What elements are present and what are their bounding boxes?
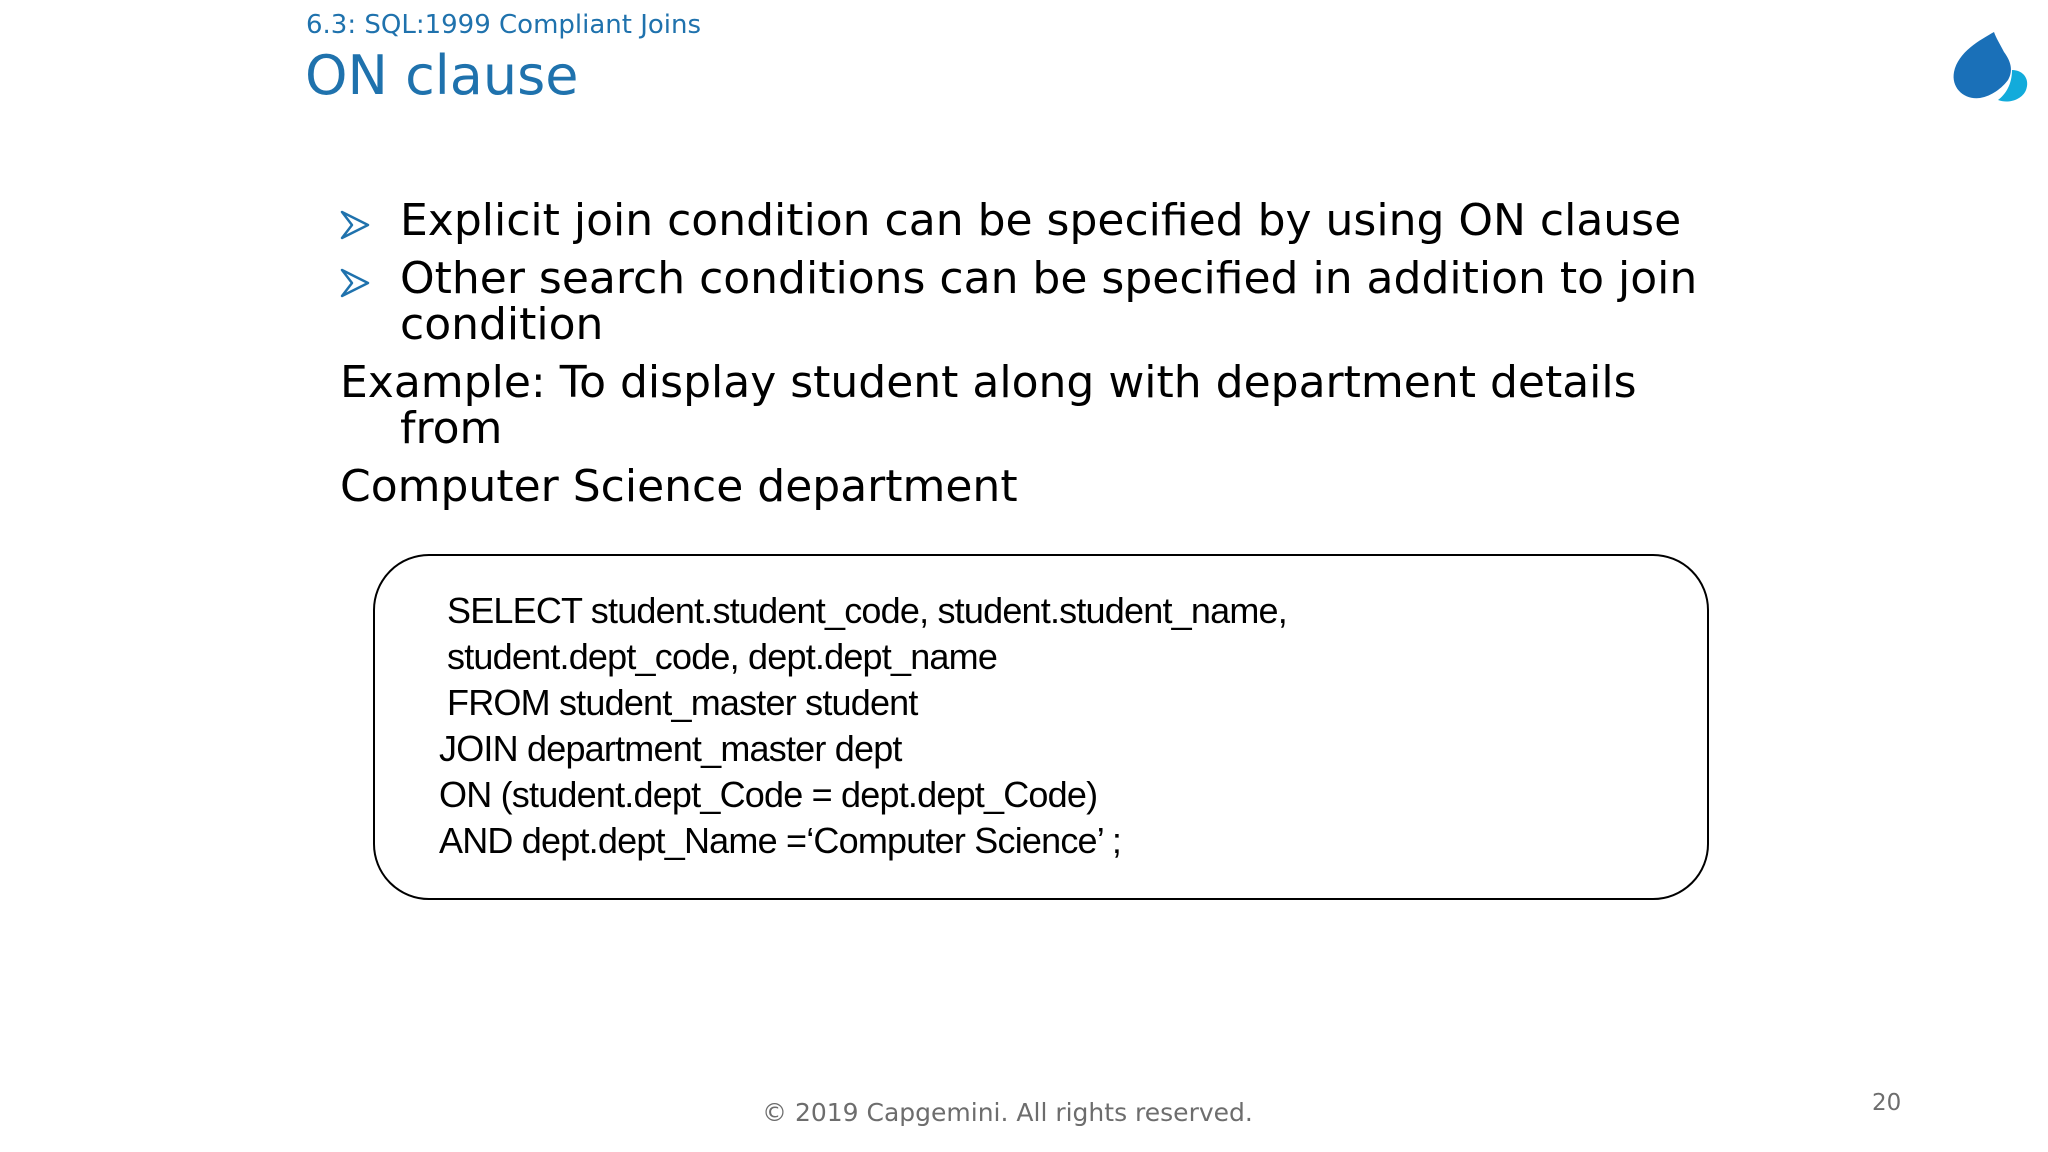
code-line-4: JOIN department_master dept — [439, 728, 902, 769]
bullet-item-1 — [340, 195, 1740, 246]
slide-subtitle: 6.3: SQL:1999 Compliant Joins — [306, 10, 702, 40]
bullet-list — [340, 195, 1740, 522]
code-line-5: ON (student.dept_Code = dept.dept_Code) — [439, 774, 1098, 815]
capgemini-logo-icon — [1950, 30, 2030, 106]
example-text: Example: To display student along with department details from — [340, 357, 1637, 454]
bullet-text-2: Other search conditions can be specified in addition to join condition — [400, 253, 1698, 350]
code-line-3: FROM student_master student — [447, 682, 918, 723]
slide-title: ON clause — [305, 44, 579, 107]
copyright-footer: © 2019 Capgemini. All rights reserved. — [762, 1098, 1253, 1127]
bullet-text-1: Explicit join condition can be specified by using ON clause — [400, 195, 1682, 246]
code-line-1: SELECT student.student_code, student.student_name, — [447, 590, 1287, 631]
arrowhead-bullet-icon — [340, 268, 370, 298]
bullet-item-2 — [340, 253, 1740, 350]
arrowhead-bullet-icon — [340, 210, 370, 240]
code-box — [373, 554, 1709, 900]
code-line-2: student.dept_code, dept.dept_name — [447, 636, 998, 677]
code-line-6: AND dept.dept_Name =‘Computer Science’ ; — [439, 820, 1122, 861]
example-continuation: Computer Science department — [340, 461, 1018, 512]
page-number: 20 — [1872, 1090, 1902, 1116]
